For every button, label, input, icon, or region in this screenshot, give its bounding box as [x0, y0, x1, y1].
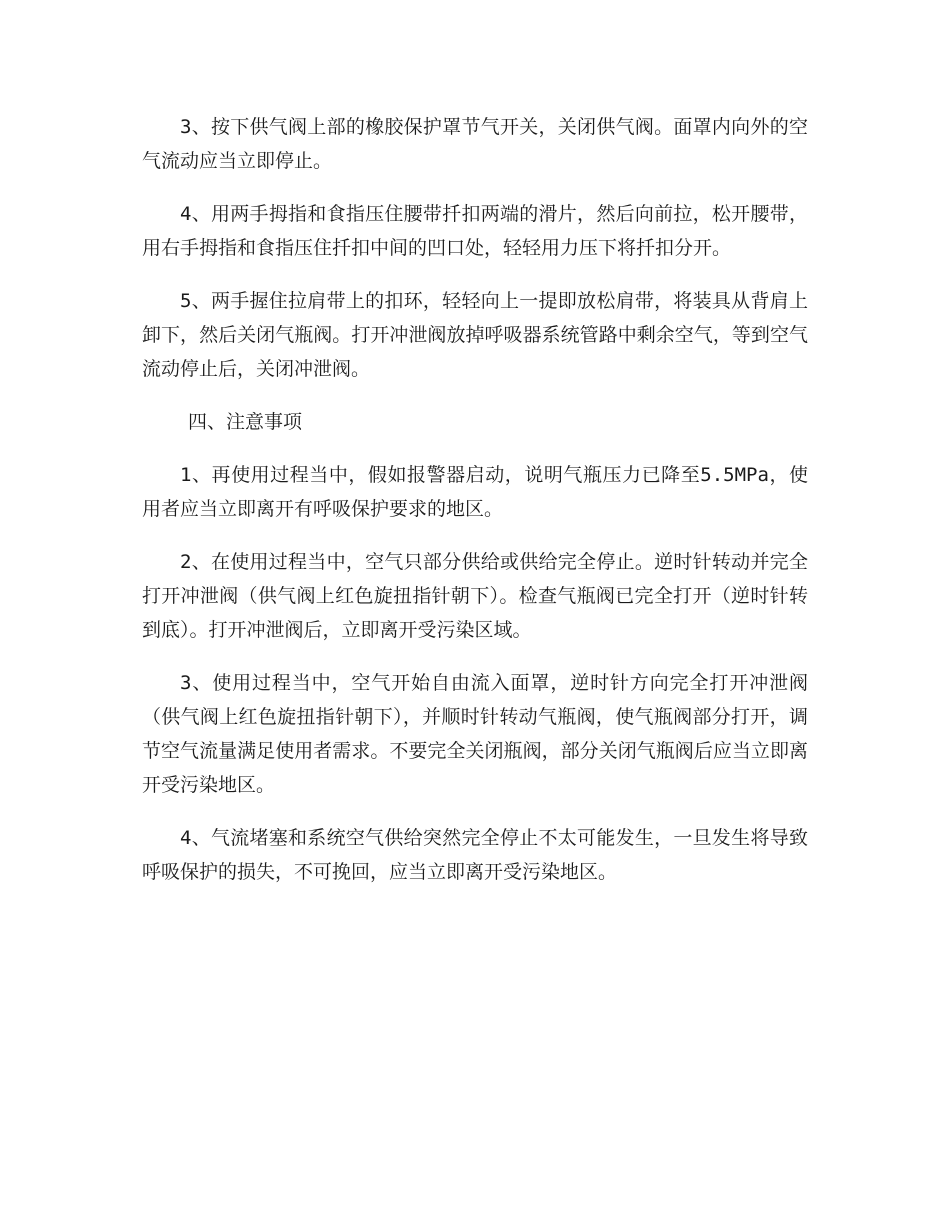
paragraph-precaution-2-partial-supply: 2、在使用过程当中，空气只部分供给或供给完全停止。逆时针转动并完全打开冲泄阀（供气阀上红色旋扭指针朝下）。检查气瓶阀已完全打开（逆时针转到底）。打开冲泄阀后，立即离开受污染区域。 — [142, 551, 808, 641]
paragraph-step-3-close-supply-valve: 3、按下供气阀上部的橡胶保护罩节气开关，关闭供气阀。面罩内向外的空气流动应当立即停止。 — [142, 116, 808, 172]
paragraph-step-5-remove-apparatus: 5、两手握住拉肩带上的扣环，轻轻向上一提即放松肩带，将装具从背肩上卸下，然后关闭气瓶阀。打开冲泄阀放掉呼吸器系统管路中剩余空气，等到空气流动停止后，关闭冲泄阀。 — [142, 290, 808, 380]
paragraph-precaution-3-free-flow: 3、使用过程当中，空气开始自由流入面罩，逆时针方向完全打开冲泄阀（供气阀上红色旋扭指针朝下），并顺时针转动气瓶阀，使气瓶阀部分打开，调节空气流量满足使用者需求。不要完全关闭瓶阀，部分关闭气瓶阀后应当立即离开受污染地区。 — [142, 672, 808, 796]
section-heading-precautions: 四、注意事项 — [188, 411, 303, 433]
paragraph-precaution-1-alarm: 1、再使用过程当中，假如报警器启动，说明气瓶压力已降至5.5MPa，使用者应当立即离开有呼吸保护要求的地区。 — [142, 464, 808, 520]
paragraph-precaution-4-airflow-blockage: 4、气流堵塞和系统空气供给突然完全停止不太可能发生，一旦发生将导致呼吸保护的损失，不可挽回，应当立即离开受污染地区。 — [142, 827, 808, 883]
document-body — [142, 110, 808, 908]
paragraph-step-4-release-waist-belt: 4、用两手拇指和食指压住腰带扦扣两端的滑片，然后向前拉，松开腰带，用右手拇指和食指压住扦扣中间的凹口处，轻轻用力压下将扦扣分开。 — [142, 203, 808, 259]
